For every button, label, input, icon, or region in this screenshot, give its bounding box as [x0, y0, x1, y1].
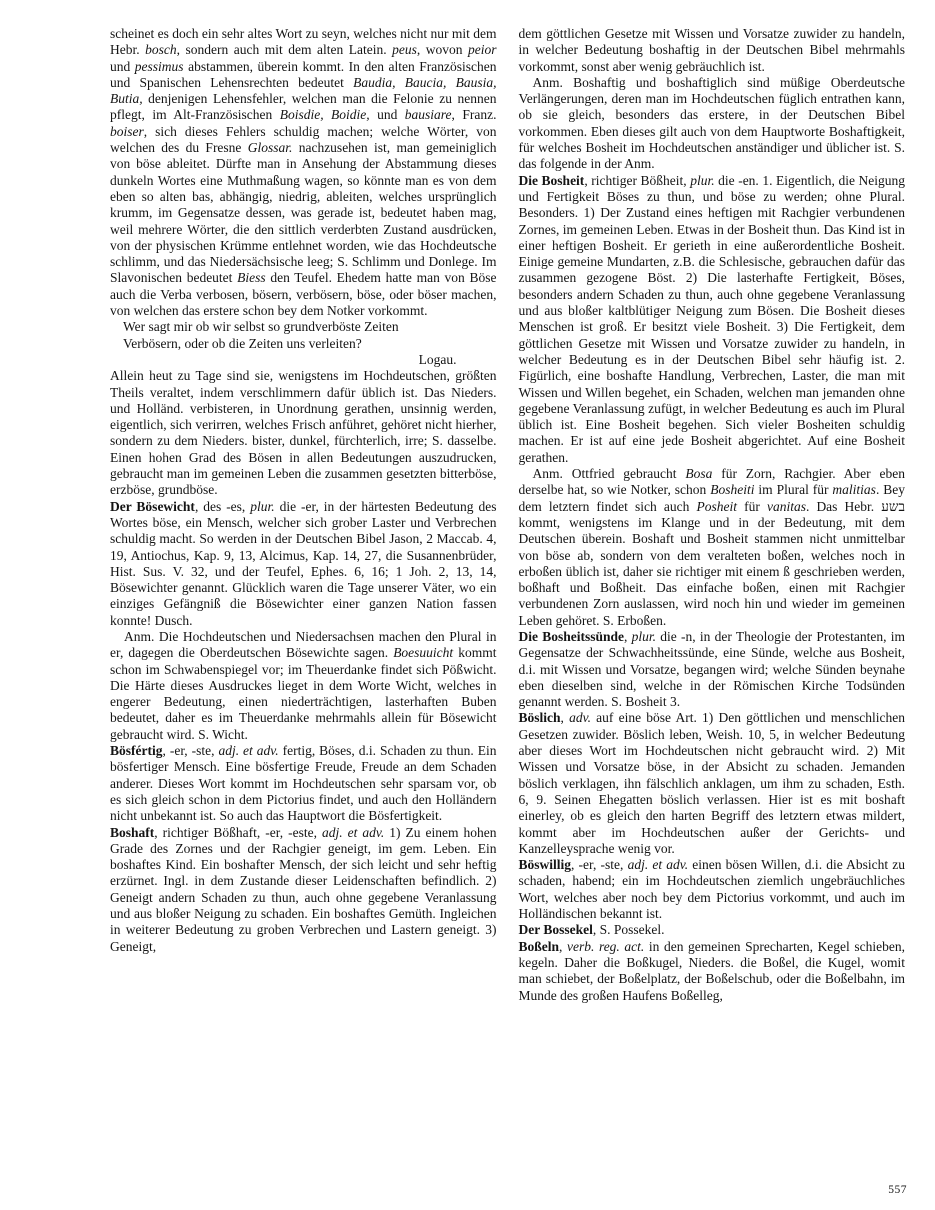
page-number: 557: [888, 1184, 907, 1196]
dictionary-entry: [519, 629, 906, 710]
italic-run: pessimus: [134, 58, 184, 74]
text-run: Anm. Die Hochdeutschen und Niedersachsen machen den Plural in er, dagegen die Oberdeutschen Bösewichte sagen.: [110, 628, 497, 661]
italic-run: vanitas: [766, 498, 806, 514]
italic-run: plur.: [690, 172, 715, 188]
verse-line: [110, 336, 497, 352]
italic-run: plur.: [250, 498, 275, 514]
dictionary-entry: [519, 173, 906, 466]
note-paragraph: [519, 466, 906, 629]
headword: Bösfértig: [110, 743, 163, 759]
italic-run: adj. et adv.: [627, 857, 689, 873]
text-run: auf eine böse Art. 1) Den göttlichen und menschlichen Gesetzen zuwider. Böslich leben, Weish. 10, 5, in welcher Bedeutung aber dieses Wort im Hochdeutschen nicht gebraucht wird. 2) Mit Wissen und Vorsatze böse, in der Absicht zu schaden. Jemanden böslich verklagen, ihn fälschlich anklagen, um ihm zu schaden, Esth. 6, 9. Seinen Ehegatten böslich verlassen. Hier ist es mit boshaft einerley, ob es gleich den harten Begriff des letztern etwas mildert, kommt aber im Hochdeutschen außer der Gerichts- und Kanzelleysprache wenig vor.: [518, 710, 906, 856]
text-run: 1) Zu einem hohen Grade des Zornes und der Rachgier geneigt, im gem. Leben. Ein boshaftes Kind. Ein boshafter Mensch, der sich leicht und sehr heftig erzürnet. Ingl. in dem Zustande dieser Leidenschaften befindlich. 2) Geneigt andern Schaden zu thun, auch ohne gegebene Veranlassung und aus bloßer Neigung zu schaden. Ein boshaftes Gemüth. Ingleichen in weiterer Bedeutung zu groben Verbrechen und Lastern geneigt. 3) Geneigt,: [110, 824, 497, 954]
dictionary-entry: [519, 922, 906, 938]
italic-run: bosch: [145, 42, 177, 58]
headword: Boshaft: [110, 824, 155, 840]
italic-run: Posheit: [696, 498, 737, 514]
text-run: Allein heut zu Tage sind sie, wenigstens im Hochdeutschen, größten Theils veraltet, indem verschlimmern dafür üblich ist. Das Nieders. und Holländ. verbisteren, in Unordnung gerathen, unsinnig werden, eigentlich, sich verirren, welches Frisch anführet, gehöret nicht hierher, sondern zu dem Nieders. bister, dunkel, fürchterlich, irre; S. dasselbe. Einen hohen Grad des Bösen in allen Bedeutungen auszudrucken, gebraucht man im gemeinen Leben die zusammen gesetzten bitterböse, erzböse, grundböse.: [110, 368, 497, 498]
text-run: scheinet es doch ein sehr altes Wort zu seyn, welches nicht nur mit dem Hebr.: [110, 26, 497, 58]
text-run: kommt, wenigstens im Klange und in der Bedeutung, mit dem Deutschen überein. Boshaft und Bosheit stammen nicht unmittelbar von böse ab, sondern von dem veralteten boßen, welches noch in erboßen üblich ist, daher sie richtiger mit einem ß geschrieben werden, boßhaft und Boßheit. Das einfache boßen, einen mit Rachgier verbundenen Zorn auslassen, wird noch hin und wieder im gemeinen Leben gehöret. S. Erboßen.: [518, 514, 905, 628]
text-run: , wovon: [416, 42, 468, 58]
text-run: für Zorn, Rachgier. Aber eben derselbe hat, so wie Notker, schon: [518, 466, 905, 498]
headword: Der Bossekel: [518, 922, 593, 938]
text-run: , sich dieses Fehlers schuldig machen; welche Wörter, von welchen des du Fresne: [110, 123, 497, 156]
text-run: kommt schon im Schwabenspiegel vor; im Theuerdanke findet sich Pößwicht. Die Härte dieses Ausdruckes lieget in dem Worte Wicht, welches in engerer Bedeutung, einen niederträchtigen, lasterhaften Buben bedeutet, daher es im Theuerdanke mehrmahls allein für Bösewicht gebraucht wird. S. Wicht.: [110, 645, 497, 742]
text-run: Verbösern, oder ob die Zeiten uns verleiten?: [123, 335, 362, 351]
italic-run: Bosa: [685, 466, 713, 482]
italic-run: Biess: [237, 270, 266, 286]
text-run: Anm. Boshaftig und boshaftiglich sind müßige Oberdeutsche Verlängerungen, deren man im Hochdeutschen füglich entrathen kann, ob sie gleich, besonders das erstere, in der Deutschen Bibel vorkommen. Eben dieses gilt auch von dem Hauptworte Boshaftigkeit, für welches Bosheit im Hochdeutschen anständiger und üblicher ist. S. das folgende in der Anm.: [518, 74, 905, 172]
dictionary-entry: [110, 743, 497, 824]
body-paragraph: [110, 368, 497, 498]
text-run: . Bey dem letztern findet sich auch: [518, 482, 905, 514]
text-run: im Plural für: [754, 482, 833, 498]
italic-run: adj. et adv.: [218, 743, 279, 759]
text-run: denjenigen Lehensfehler, welchen man die Felonie zu nennen pflegt, im Alt-Französischen: [110, 91, 497, 123]
dictionary-entry: [519, 710, 906, 857]
text-run: die -en. 1. Eigentlich, die Neigung und Fertigkeit Böses zu thun, und böse zu werden; ohne Plural. Besonders. 1) Der Zustand eines heftigen mit Rachgier verbundenen Zornes, im gemeinen Leben. Etwas in der Bosheit thun. Das Kind ist in einer heftigen Bosheit. Er gerieth in eine außerordentliche Bosheit. Einige gemeine Mundarten, z.B. die Schlesische, gebrauchen dafür das zusammen gezogene Böst. 2) Die lasterhafte Fertigkeit, Böses, besonders andern Schaden zu thun, auch ohne gegebene Veranlassung und aus bloßer kaltblütiger Neigung zum Bösen. Die Bosheit dieses Menschen ist groß. Er besitzt viele Bosheit. 3) Die Fertigkeit, dem göttlichen Gesetze mit Wissen und Vorsatze zuwider zu handeln, in welcher Bedeutung es in der Deutschen Bibel sehr häufig ist. 2. Figürlich, eine boshafte Handlung, Verbrechen, Laster, die man mit Wissen und Willen begehet, ein Schaden, welchen man jemanden ohne gegebene Veranlassung zufügt, in welcher Bedeutung es auch im Plural üblich ist. Eine Bosheit begehen. Sich vieler Bosheiten schuldig machen. Er ist auf eine jede Bosheit abgerichtet. Auf eine Bosheit gerathen.: [518, 172, 905, 465]
headword: Die Bosheit: [518, 172, 585, 188]
body-paragraph: [110, 26, 497, 319]
headword: Boßeln: [518, 938, 560, 954]
italic-run: verb. reg. act.: [566, 938, 645, 954]
dictionary-entry: [110, 825, 497, 955]
italic-run: plur.: [631, 628, 657, 644]
italic-run: malitias: [832, 482, 876, 498]
text-run: und: [110, 58, 135, 74]
text-run: Anm. Ottfried gebraucht: [532, 466, 686, 482]
text-run: dem göttlichen Gesetze mit Wissen und Vorsatze zuwider zu handeln, in welcher Bedeutung boshaftig in der Deutschen Bibel mehrmahls vorkommt, sonst aber wenig gebräuchlich ist.: [518, 26, 905, 74]
headword: Böswillig: [518, 857, 572, 873]
italic-run: peior: [468, 42, 497, 58]
text-run: בשע: [881, 498, 905, 514]
italic-run: peus: [392, 42, 417, 58]
text-run: fertig, Böses, d.i. Schaden zu thun. Ein bösfertiger Mensch. Eine bösfertige Freude, Freude an dem Schaden anderer. Dieses Wort kommt im Hochdeutschen sehr sparsam vor, ob es sich gleich schon in dem Pictorius findet, und auch den Holländern nicht unbekannt ist. So auch das Hauptwort die Bösfertigkeit.: [110, 743, 497, 824]
italic-run: Bosheiti: [710, 482, 755, 498]
headword: Die Bosheitssünde: [518, 628, 625, 644]
italic-run: adj. et adv.: [321, 824, 385, 840]
right-column: [519, 26, 906, 1004]
note-paragraph: [519, 75, 906, 173]
italic-run: boiser: [110, 123, 144, 139]
text-columns: [110, 26, 905, 1004]
text-run: nachzusehen ist, man gemeiniglich von böse ableitet. Dürfte man in Ansehung der Abstammung dieses dunkeln Wortes eine Muthmaßung wagen, so könnte man es von dem eben so alten bas, abhängig, niedrig, ableiten, welches ursprünglich krumm, im Gegensatze dessen, was gerade ist, bedeutet haben mag, weil mehrere Wörter, die den sittlich verderbten Zustand ausdrücken, von der physischen Krümme entlehnet worden, wie das Hochdeutsche schlimm, und das Niedersächsische leeg; S. Schlimm und Donlege. Im Slavonischen bedeutet: [110, 140, 497, 286]
text-run: , des -es,: [194, 498, 251, 514]
text-run: , S. Possekel.: [592, 922, 665, 938]
text-run: für: [736, 498, 767, 514]
text-run: ,: [624, 628, 632, 644]
text-run: , -er, -ste,: [571, 857, 628, 873]
headword: Böslich: [518, 710, 561, 726]
left-column: [110, 26, 497, 1004]
dictionary-entry: [519, 857, 906, 922]
text-run: abstammen, überein kommt. In den alten Französischen und Spanischen Lehensrechten bedeutet: [110, 58, 497, 90]
text-run: , sondern auch mit dem alten Latein.: [176, 42, 393, 58]
text-run: , richtiger Bößheit,: [584, 172, 691, 188]
text-run: ,: [559, 938, 567, 954]
body-paragraph: [519, 26, 906, 75]
text-run: einen bösen Willen, d.i. die Absicht zu schaden, habend; ein im Hochdeutschen ziemlich ungebräuchliches Wort, welches aber noch bey dem Pictorius vorkommt, und auch im Holländischen bekannt ist.: [518, 857, 906, 922]
text-run: den Teufel. Ehedem hatte man von Böse auch die Verba verbosen, bösern, verbösern, böse, oder böser machen, von welchen das erstere schon bey dem Notker vorkommt.: [110, 270, 497, 319]
italic-run: adv.: [569, 710, 591, 726]
note-paragraph: [110, 629, 497, 743]
text-run: die -n, in der Theologie der Protestanten, im Gegensatze der Schwachheitssünde, eine Sünde, welche aus Bosheit, d.i. mit Wissen und Vorsatze, begangen wird; welche Sünden beynahe eben dieselben sind, welche in der Römischen Kirche Todsünden genannt werden. S. Bosheit 3.: [518, 628, 905, 710]
text-run: ,: [560, 710, 570, 726]
text-run: und: [369, 107, 405, 123]
text-run: , -er, -ste,: [162, 743, 219, 759]
italic-run: Boesuuicht: [393, 645, 454, 661]
verse-attribution: [110, 352, 497, 368]
text-run: , richtiger Bößhaft, -er, -este,: [154, 824, 322, 840]
text-run: in den gemeinen Sprecharten, Kegel schieben, kegeln. Daher die Boßkugel, Nieders. die Boßel, die Kugel, womit man schiebet, der Boßelplatz, der Boßelschub, oder die Boßelbahn, im Munde des großen Haufens Boßelleg,: [518, 938, 905, 1003]
italic-run: Boisdie, Boidie,: [279, 107, 370, 123]
dictionary-entry: [519, 939, 906, 1004]
text-run: . Das Hebr.: [805, 498, 882, 514]
text-run: die -er, in der härtesten Bedeutung des Wortes böse, ein Mensch, welcher sich grober Laster und Verbrechen schuldig macht. So werden in der Deutschen Bibel Jason, 2 Maccab. 4, 19, Antiochus, Kap. 9, 13, Alcimus, Kap. 14, 27, die Susannenbrüder, Hist. Sus. V. 32, und der Teufel, Ephes. 6, 16; 1 Joh. 2, 13, 14, Bösewichter genannt. Glücklich waren die Tage unserer Väter, wo ein einziges Gefängniß die Bösewichter einer ganzen Nation fassen konnte! Dusch.: [110, 498, 497, 628]
text-run: , Franz.: [451, 107, 497, 123]
italic-run: Baudia, Baucia, Bausia, Butia,: [110, 74, 497, 107]
verse-line: [110, 319, 497, 335]
text-run: Wer sagt mir ob wir selbst so grundverböste Zeiten: [123, 319, 399, 335]
italic-run: bausiare: [404, 107, 452, 123]
dictionary-entry: [110, 499, 497, 629]
headword: Der Bösewicht: [110, 498, 195, 514]
italic-run: Glossar.: [247, 140, 293, 156]
text-run: Logau.: [418, 351, 457, 367]
